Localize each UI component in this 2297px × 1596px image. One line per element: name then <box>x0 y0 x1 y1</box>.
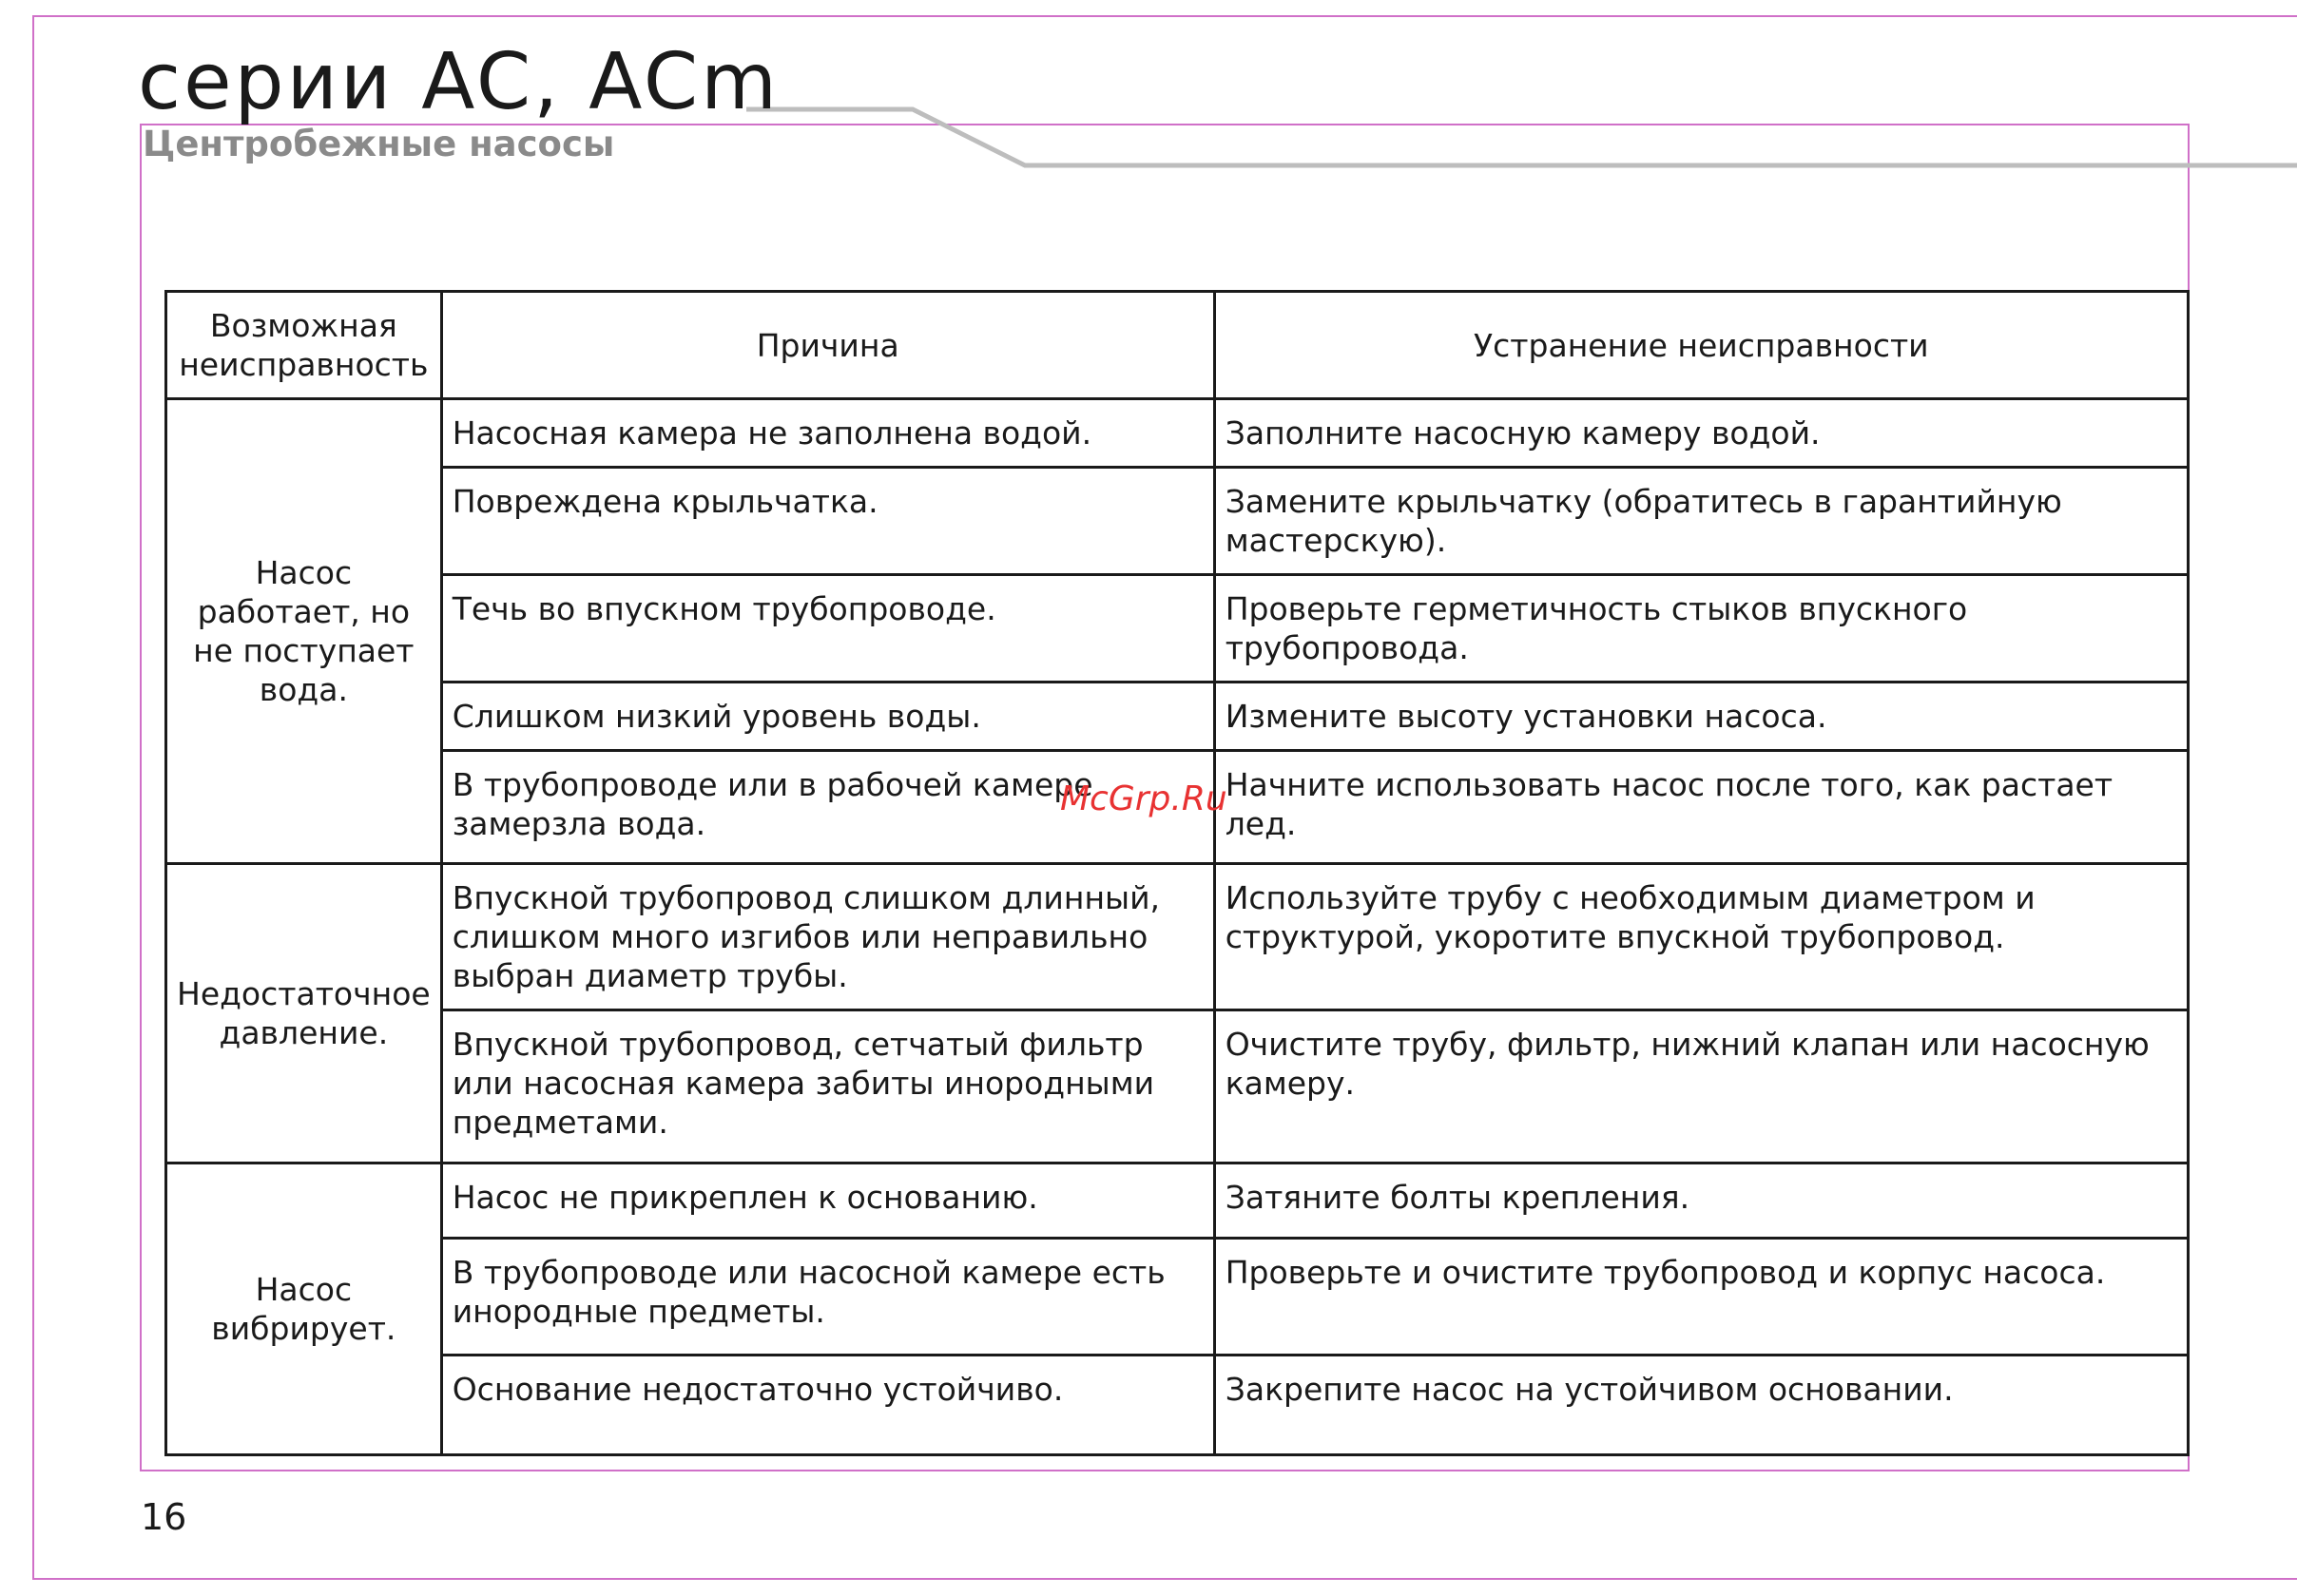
table-row <box>166 1010 2189 1163</box>
watermark: McGrp.Ru <box>1060 779 1227 818</box>
header-remedy: Устранение неисправности <box>1214 292 2188 399</box>
cause-cell: Повреждена крыльчатка. <box>441 468 1214 575</box>
remedy-cell: Используйте трубу с необходимым диаметром и структурой, укоротите впускной трубопровод. <box>1214 864 2188 1010</box>
table-row <box>166 399 2189 468</box>
remedy-cell: Замените крыльчатку (обратитесь в гарантийную мастерскую). <box>1214 468 2188 575</box>
fault-cell: Недостаточное давление. <box>166 864 442 1163</box>
table-row <box>166 1163 2189 1239</box>
fault-cell: Насос вибрирует. <box>166 1163 442 1455</box>
table-row <box>166 683 2189 751</box>
table-row <box>166 1239 2189 1356</box>
table-row <box>166 575 2189 683</box>
cause-cell: Впускной трубопровод слишком длинный, слишком много изгибов или неправильно выбран диаметр трубы. <box>441 864 1214 1010</box>
header-cause: Причина <box>441 292 1214 399</box>
troubleshooting-table <box>164 290 2190 1456</box>
table-row <box>166 468 2189 575</box>
header-fault: Возможная неисправность <box>166 292 442 399</box>
cause-cell: Основание недостаточно устойчиво. <box>441 1356 1214 1455</box>
section-subtitle: Центробежные насосы <box>143 124 615 164</box>
remedy-cell: Заполните насосную камеру водой. <box>1214 399 2188 468</box>
remedy-cell: Проверьте герметичность стыков впускного трубопровода. <box>1214 575 2188 683</box>
cause-cell: Впускной трубопровод, сетчатый фильтр или насосная камера забиты инородными предметами. <box>441 1010 1214 1163</box>
cause-cell: Течь во впускном трубопроводе. <box>441 575 1214 683</box>
page-number: 16 <box>141 1496 187 1538</box>
fault-cell: Насос работает, но не поступает вода. <box>166 399 442 864</box>
cause-cell: Насос не прикреплен к основанию. <box>441 1163 1214 1239</box>
table-row <box>166 1356 2189 1455</box>
remedy-cell: Очистите трубу, фильтр, нижний клапан или насосную камеру. <box>1214 1010 2188 1163</box>
table-row <box>166 864 2189 1010</box>
remedy-cell: Затяните болты крепления. <box>1214 1163 2188 1239</box>
remedy-cell: Проверьте и очистите трубопровод и корпус насоса. <box>1214 1239 2188 1356</box>
series-title: серии AC, ACm <box>138 37 781 127</box>
table-header-row <box>166 292 2189 399</box>
remedy-cell: Измените высоту установки насоса. <box>1214 683 2188 751</box>
cause-cell: В трубопроводе или насосной камере есть инородные предметы. <box>441 1239 1214 1356</box>
cause-cell: Слишком низкий уровень воды. <box>441 683 1214 751</box>
remedy-cell: Начните использовать насос после того, как растает лед. <box>1214 751 2188 864</box>
remedy-cell: Закрепите насос на устойчивом основании. <box>1214 1356 2188 1455</box>
cause-cell: Насосная камера не заполнена водой. <box>441 399 1214 468</box>
cause-cell: В трубопроводе или в рабочей камере замерзла вода. <box>441 751 1214 864</box>
